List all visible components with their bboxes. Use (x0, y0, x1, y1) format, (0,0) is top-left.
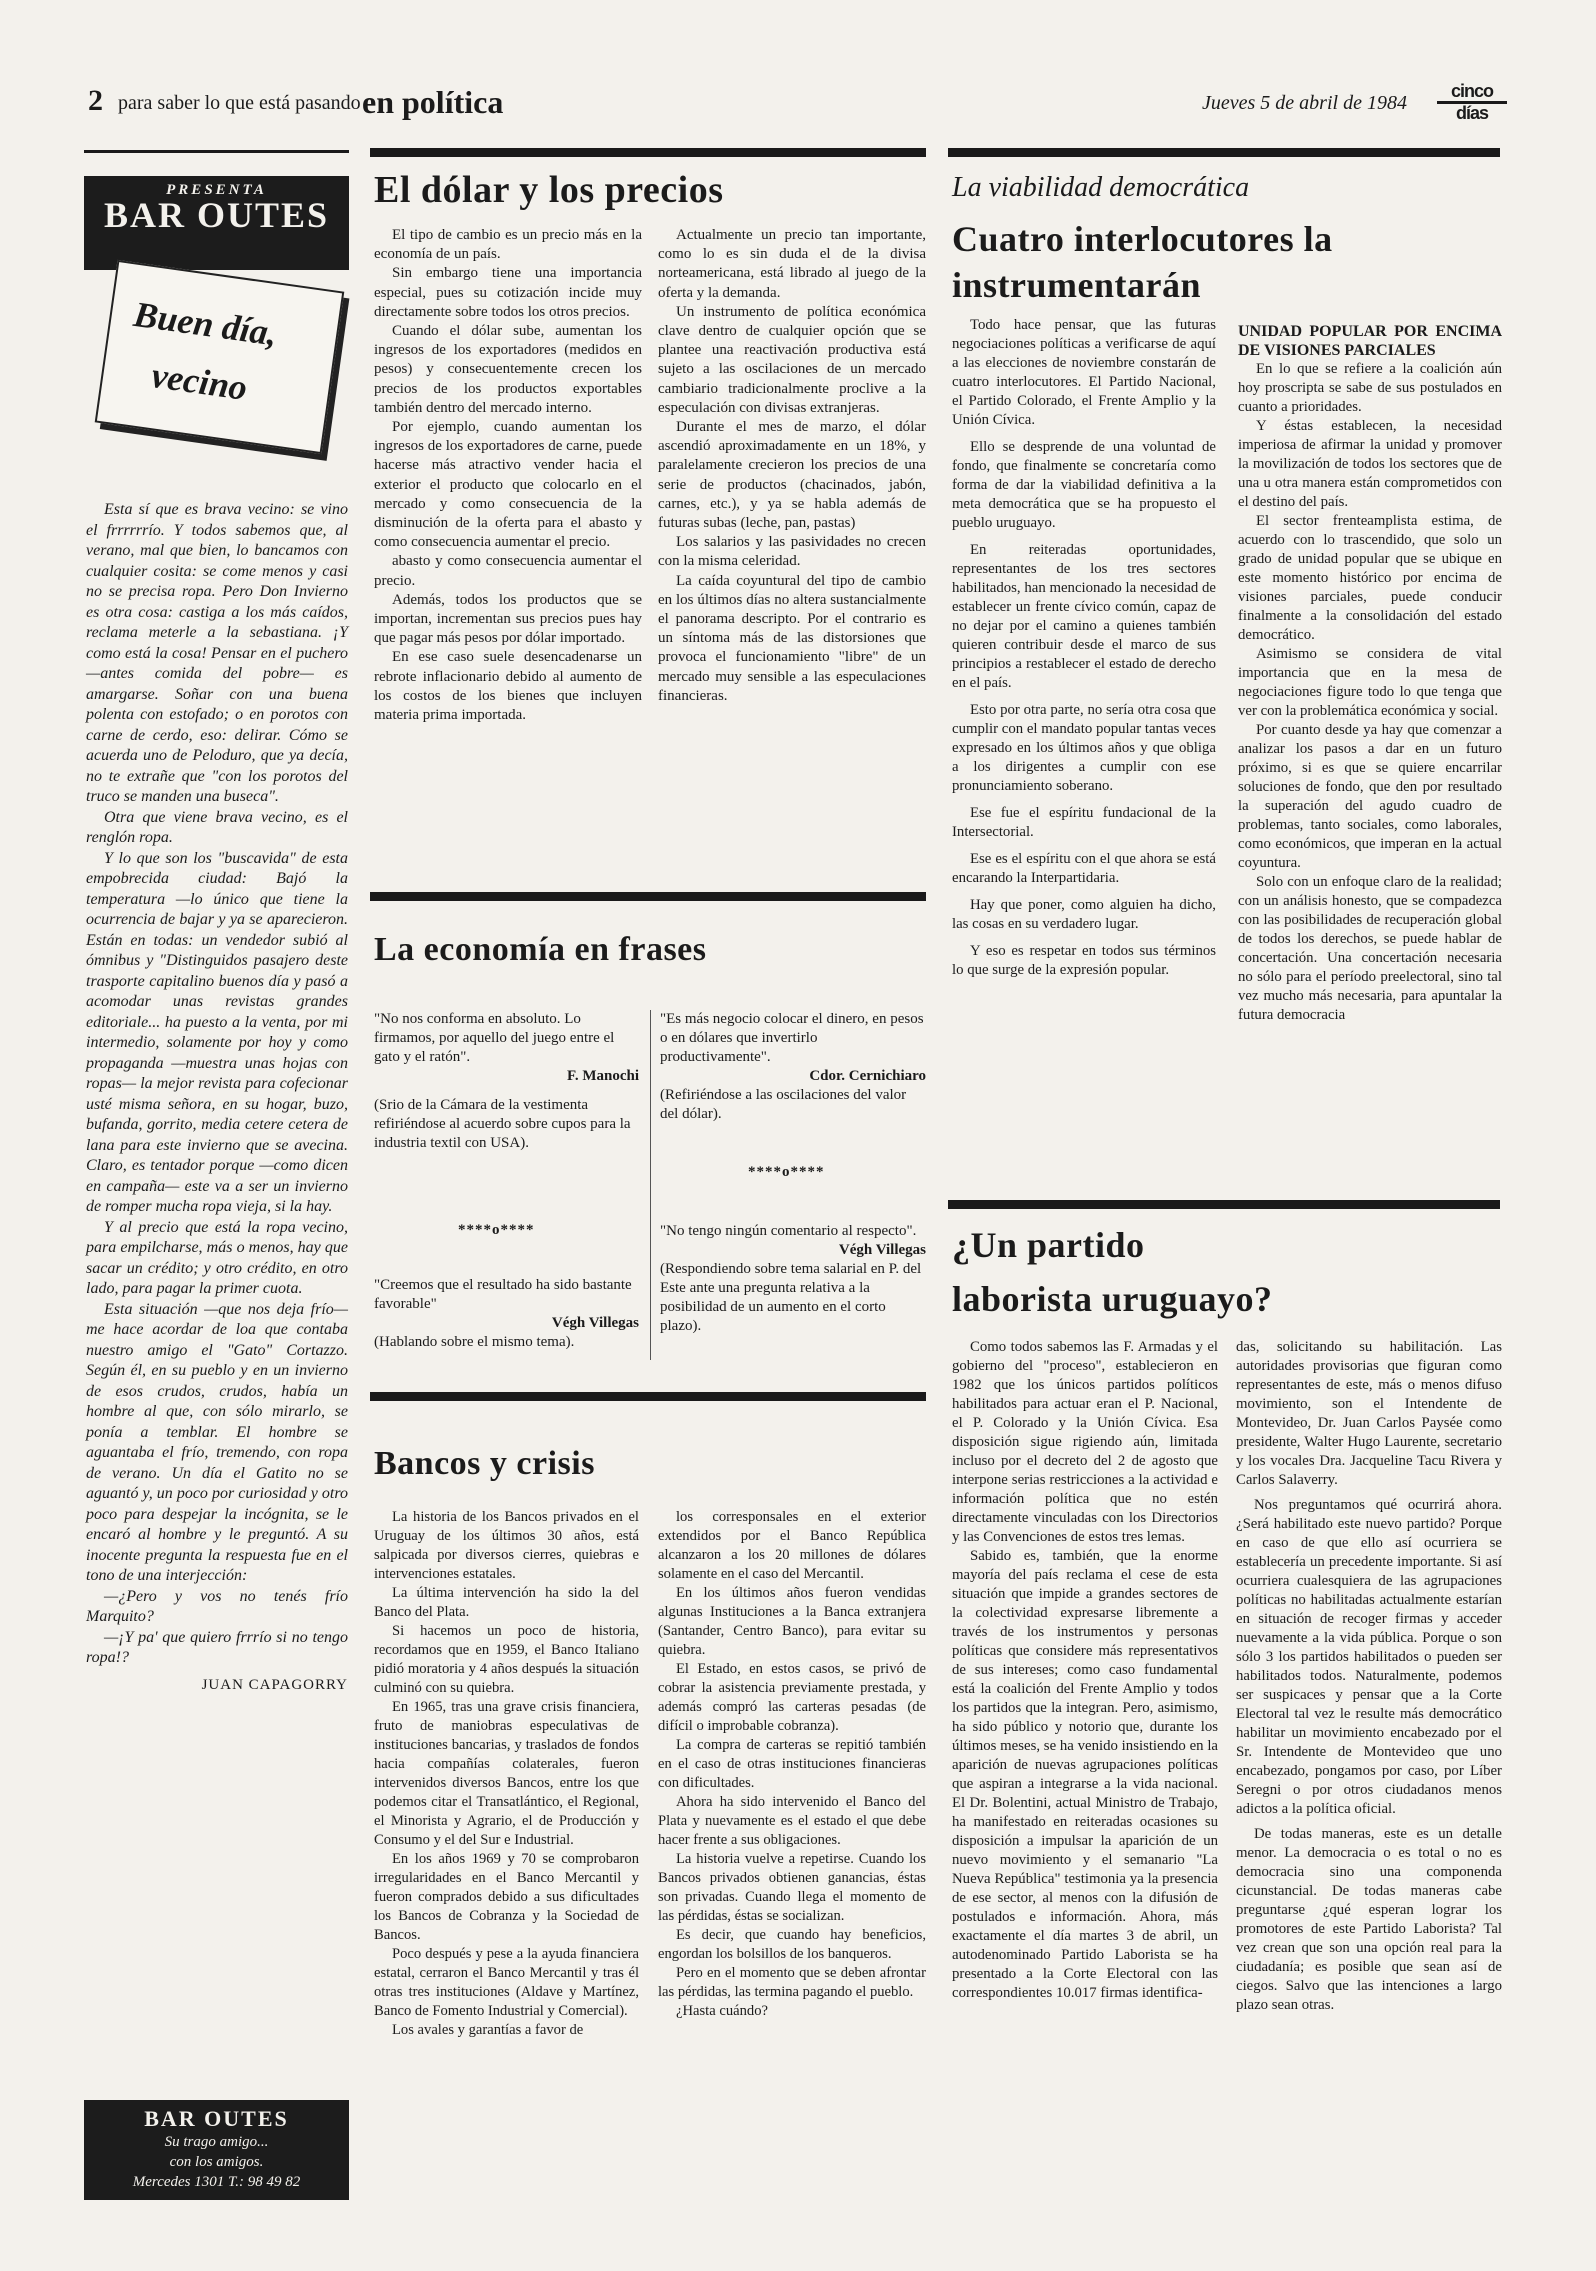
dolar-col-1 (374, 226, 642, 725)
separator-stars: ****o**** (458, 1222, 535, 1238)
bancos-paragraph: La historia vuelve a repetirse. Cuando los Bancos privados obtienen ganancias, éstas son privadas. Cuando llega el momento de las pérdidas, éstas se socializan. (658, 1851, 926, 1924)
dolar-paragraph: Actualmente un precio tan importante, como lo es sin duda el de la divisa norteamericana, está librado al juego de la oferta y la demanda. (658, 227, 926, 301)
laborista-paragraph: Nos preguntamos qué ocurrirá ahora. ¿Será habilitado este nuevo partido? Porque en caso de que ello así ocurriera se establecería un precedente importante. Si así ocurriera cualesquiera de las agrupaciones políticas no habilitadas actualmente estarían en situación de recoger firmas y acceder nuevamente a la vida pública. Porque o son sólo 3 los partidos habilitados o pueden ser habilitados todos. Naturalmente, podemos ser suspicaces y pensar que a la Corte Electoral tal vez le resulte más democrático habilitar un movimiento encabezado por el Sr. Intendente de Montevideo que uno encabezado, pongamos por caso, por Líber Seregni o por otros ciudadanos menos adictos a la política oficial. (1236, 1497, 1502, 1817)
quote-manochi (374, 1010, 639, 1153)
viabilidad-paragraph: Y eso es respetar en todos sus términos lo que surge de la expresión popular. (952, 943, 1216, 978)
viabilidad-col-1 (952, 316, 1216, 980)
bar-outes-name: BAR OUTES (103, 195, 330, 235)
laborista-paragraph: Como todos sabemos las F. Armadas y el gobierno del "proceso", establecieron en 1982 que los únicos partidos políticos habilitados para actuar eran el P. Nacional, el P. Colorado y la Unión Cívica. Esa disposición sigue rigiendo aún, limitada incluso por el decreto del 2 de agosto que interpone serias restricciones a la actividad e información política que no estén directamente vinculadas con los Directorios y las Convenciones de estos tres lemas. (952, 1339, 1218, 1545)
quote-author: Végh Villegas (838, 1242, 926, 1258)
dolar-col-2 (658, 226, 926, 706)
viabilidad-col-2 (1238, 322, 1502, 1025)
bancos-paragraph: Poco después y pese a la ayuda financiera estatal, cerraron el Banco Mercantil y tras él otras tres instituciones (Aldave y Martínez, Banco de Fomento Industrial y Comercial). (374, 1946, 639, 2019)
frases-divider (650, 1010, 651, 1360)
bancos-col-2 (658, 1508, 926, 2021)
quote-author: F. Manochi (567, 1068, 639, 1084)
dolar-paragraph: La caída coyuntural del tipo de cambio en los últimos días no altera sustancialmente el panorama descripto. Por el contrario es un síntoma más de las distorsiones que provoca el funcionamiento "libre" de un mercado muy sensible a las especulaciones financieras. (658, 572, 926, 704)
left-paragraph: —¡Y pa' que quiero frrrío si no tengo ropa!? (86, 1628, 348, 1666)
bancos-paragraph: Ahora ha sido intervenido el Banco del Plata y nuevamente es el estado el que debe hacer frente a sus obligaciones. (658, 1794, 926, 1848)
bancos-paragraph: La última intervención ha sido la del Banco del Plata. (374, 1585, 639, 1620)
bancos-paragraph: Es decir, que cuando hay beneficios, engordan los bolsillos de los banqueros. (658, 1927, 926, 1962)
viabilidad-paragraph: Ese es el espíritu con el que ahora se está encarando la Interpartidaria. (952, 851, 1216, 886)
bancos-paragraph: En los años 1969 y 70 se comprobaron irregularidades en el Banco Mercantil y fueron comprados debido a sus dificultades los Bancos de Cobranza y la Sociedad de Bancos. (374, 1851, 639, 1943)
presenta-label: PRESENTA (166, 182, 267, 198)
laborista-headline (952, 1218, 1273, 1326)
quote-note: (Hablando sobre el mismo tema). (374, 1334, 575, 1350)
viabilidad-paragraph: En lo que se refiere a la coalición aún hoy proscripta se sabe de sus postulados en cuanto a prioridades. (1238, 361, 1502, 415)
laborista-title-1: ¿Un partido (952, 1225, 1145, 1265)
viabilidad-paragraph: Todo hace pensar, que las futuras negociaciones políticas a verificarse de aquí a las elecciones de noviembre constarán de cuatro interlocutores. El Partido Nacional, el Partido Colorado, el Frente Amplio y la Unión Cívica. (952, 317, 1216, 428)
rule-left (84, 150, 349, 153)
laborista-paragraph: das, solicitando su habilitación. Las autoridades provisorias que figuran como representantes de este, más o menos difuso movimiento, son el Intendente de Montevideo, Dr. Juan Carlos Paysée como presidente, Walter Hugo Laurente, secretario y los vocales Dra. Jacqueline Tacu Rivera y Carlos Salaverry. (1236, 1339, 1502, 1488)
quote-cernichiaro (660, 1010, 926, 1124)
dolar-paragraph: Por ejemplo, cuando aumentan los ingresos de los exportadores de carne, puede hacerse más atractivo vender hacia el exterior el producto que colocarlo en el mercado y como consecuencia de la disminución de la oferta para el abasto y como consecuencia aumentar el precio. (374, 419, 642, 551)
separator-stars: ****o**** (748, 1164, 825, 1180)
viabilidad-paragraph: Y éstas establecen, la necesidad imperiosa de afirmar la unidad y promover la movilización de todos los sectores que de una u otra manera están comprometidos con el destino del país. (1238, 418, 1502, 510)
bar-outes-banner (84, 176, 349, 270)
card-title-1: Buen día, (131, 293, 280, 354)
buen-dia-column (86, 500, 348, 1695)
viabilidad-paragraph: En reiteradas oportunidades, representantes de los tres sectores habilitados, han mencionado la necesidad de establecer un frente cívico común, capaz de no dejar por el camino a quienes también quieren contribuir desde el marco de sus principios a restablecer el estado de derecho en el país. (952, 542, 1216, 691)
left-paragraph: Esta situación —que nos deja frío— me hace acordar de loa que contaba nuestro amigo el "Gato" Cortazzo. Según él, en su pueblo y en un invierno de esos crudos, crudos, había un hombre al que, con sólo mirarlo, se ponía a temblar. El hombre se aguantaba el frío, tremendo, con ropa de verano. Un día el Gatito no se aguantó y, un poco por curiosidad y otro poco para despejar la incógnita, se le encaró al hombre y le preguntó. A su inocente pregunta la respuesta fue en el tono de una interjección: (86, 1300, 348, 1584)
ad-line: con los amigos. (169, 2154, 264, 2170)
card-title-2: vecino (149, 354, 250, 408)
bancos-paragraph: Los avales y garantías a favor de (392, 2022, 584, 2038)
viabilidad-paragraph: Hay que poner, como alguien ha dicho, las cosas en su verdadero lugar. (952, 897, 1216, 932)
dolar-headline: El dólar y los precios (374, 169, 724, 211)
bancos-paragraph: La historia de los Bancos privados en el Uruguay de los últimos 30 años, está salpicada por diversos cierres, quiebras e intervenciones estatales. (374, 1509, 639, 1582)
page-header (82, 80, 1522, 128)
left-paragraph: Y lo que son los "buscavida" de esta empobrecida ciudad: Bajó la temperatura —lo único que tiene la ocurrencia de bajar y ya se aparecieron. Están en todas: un vendedor subió al ómnibus y "Distinguidos pasajero deste trasporte capitalino buenos día y pasó a acomodar unas revistas grandes editoriale... ha puesto a la venta, por mi intermedio, solamente por hoy y como propaganda —muestra unas hojas con ropas— la mejor revista para cofecionar usté misma señora, en su hogar, buzo, bufanda, gorrito, media cetere cetera de lana para este invierno que se avecina. Claro, es tentador porque —como dicen en campaña— este va a ser un invierno de romper mucha ropa vieja, si la hay. (86, 849, 348, 1215)
quote-note: (Refiriéndose a las oscilaciones del valor del dólar). (660, 1087, 907, 1122)
left-paragraph: Otra que viene brava vecino, es el renglón ropa. (86, 808, 348, 846)
viabilidad-paragraph: Por cuanto desde ya hay que comenzar a analizar los pasos a dar en un futuro próximo, si es que se quiere encarrilar soluciones de fondo, que den por resultado la superación del agudo cuadro de problemas, tanto sociales, como laborales, como económicos, que imperan en la actual coyuntura. (1238, 722, 1502, 871)
left-paragraph: —¿Pero y vos no tenés frío Marquito? (86, 1587, 348, 1625)
left-paragraph: Y al precio que está la ropa vecino, para empilcharse, más o menos, hay que sacar un crédito; y otro crédito, en otro lado, para pagar la primer cuota. (86, 1218, 348, 1297)
bancos-paragraph: En los últimos años fueron vendidas algunas Instituciones a la Banca extranjera (Santander, Centro Banco), para evitar su quiebra. (658, 1585, 926, 1658)
quote-author: Cdor. Cernichiaro (809, 1068, 926, 1084)
ad-address: Mercedes 1301 T.: 98 49 82 (132, 2174, 301, 2190)
laborista-col-1 (952, 1338, 1218, 2003)
logo-bottom: días (1437, 101, 1507, 123)
laborista-col-2 (1236, 1338, 1502, 2015)
laborista-title-2: laborista uruguayo? (952, 1279, 1273, 1319)
author-signature: JUAN CAPAGORRY (201, 1676, 348, 1693)
frases-headline: La economía en frases (374, 931, 707, 968)
left-paragraph: Esta sí que es brava vecino: se vino el frrrrrrío. Y todos sabemos que, al verano, mal que bien, lo bancamos con cualquier cosita: se come menos y casi no se precisa ropa. Pero Don Invierno es otra cosa: castiga a los más caídos, reclama meterle a la sebastiana. ¡Y como está la cosa! Pensar en el puchero —antes comida del pobre— es amargarse. Soñar con una buena polenta con estofado; o en porotos con carne de cerdo, eso: delirar. Cómo se acuerda uno de Peloduro, que ya decía, no te extrañe que "con los porotos del truco se manden una buseca". (86, 501, 348, 805)
page-number: 2 (88, 84, 103, 117)
dolar-paragraph: En ese caso suele desencadenarse un rebrote inflacionario debido al aumento de los costos de los bienes que incluyen materia prima importada. (374, 649, 642, 724)
rule-laborista (948, 1200, 1500, 1209)
bancos-paragraph: los corresponsales en el exterior extendidos por el Banco República alcanzaron a los 20 millones de dólares solamente en el caso del Mercantil. (658, 1509, 926, 1582)
quote-note: (Respondiendo sobre tema salarial en P. del Este ante una pregunta relativa a la posibilidad de un aumento en el corto plazo). (660, 1261, 922, 1334)
rule-dolar (370, 148, 926, 157)
viabilidad-paragraph: Esto por otra parte, no sería otra cosa que cumplir con el mandato popular tantas veces expresado en los últimos años y que obliga a los dirigentes a cumplir con ese pronunciamiento soberano. (952, 702, 1216, 794)
dolar-paragraph: Un instrumento de política económica clave dentro de cualquier opción que se plantee una reactivación productiva está sujeto a las oscilaciones de un mercado cambiario tradicionalmente proclive a la especulación con divisas extranjeras. (658, 303, 926, 416)
dolar-paragraph: Los salarios y las pasividades no crecen con la misma celeridad. (658, 534, 926, 570)
bancos-paragraph: ¿Hasta cuándo? (676, 2003, 768, 2019)
viabilidad-paragraph: Asimismo se considera de vital importancia que en la mesa de negociaciones figure todo lo que tenga que ver con la problemática económica y social. (1238, 646, 1502, 719)
rule-bancos (370, 1392, 926, 1401)
viabilidad-paragraph: Solo con un enfoque claro de la realidad; con un análisis honesto, que se compadezca con las posibilidades de recuperación global de todos los derechos, se puede hablar de concertación. Una concertación necesaria no sólo para el período preelectoral, sino tal vez mucho más necesaria, para apuntalar la futura democracia (1238, 874, 1502, 1023)
logo-top: cinco (1450, 81, 1493, 101)
bancos-paragraph: Pero en el momento que se deben afrontar las pérdidas, las termina pagando el pueblo. (658, 1965, 926, 2000)
rule-viabilidad (948, 148, 1500, 157)
bancos-headline: Bancos y crisis (374, 1445, 595, 1482)
unidad-popular-subhead: UNIDAD POPULAR POR ENCIMA DE VISIONES PARCIALES (1238, 323, 1502, 359)
quote-text: "Creemos que el resultado ha sido bastante favorable" (374, 1277, 632, 1312)
dolar-paragraph: Durante el mes de marzo, el dólar ascendió aproximadamente en un 18%, y paralelamente crecieron los precios de una serie de productos (chacinados, jabón, carnes, etc.), y ya se habla además de futuras subas (leche, pan, pastas) (658, 419, 926, 532)
viabilidad-paragraph: El sector frenteamplista estima, de acuerdo con lo trascendido, que solo un grado de unidad popular que se ubique en este momento histórico por encima de visiones parciales, puede conducir finalmente a la consolidación del estado democrático. (1238, 513, 1502, 643)
masthead-logo (1437, 82, 1507, 124)
viabilidad-paragraph: Ese fue el espíritu fundacional de la Intersectorial. (952, 805, 1216, 840)
quote-author: Végh Villegas (551, 1315, 639, 1331)
viabilidad-headline: Cuatro interlocutores la instrumentarán (952, 219, 1333, 305)
bancos-col-1 (374, 1508, 639, 2040)
bancos-paragraph: En 1965, tras una grave crisis financiera, fruto de maniobras especulativas de instituciones bancarias, y traslados de fondos hacia compañías colaterales, fueron intervenidos diversos Bancos, entre los que podemos citar el Transatlántico, el Regional, el Minorista y Agrario, el de Producción y Consumo y el del Sur e Industrial. (374, 1699, 639, 1848)
dolar-paragraph: El tipo de cambio es un precio más en la economía de un país. (374, 227, 642, 263)
bancos-paragraph: El Estado, en estos casos, se privó de cobrar la asistencia previamente prestada, y además compró las carteras pesadas (de difícil o improbable cobranza). (658, 1661, 926, 1734)
buen-dia-card (95, 260, 345, 454)
ad-line: Su trago amigo... (164, 2134, 269, 2150)
viabilidad-paragraph: Ello se desprende de una voluntad de fondo, que finalmente se concretaría como forma de dar la viabilidad definitiva a la meta democrática que se ha propuesto el pueblo uruguayo. (952, 439, 1216, 531)
quote-vegh-1 (374, 1276, 639, 1352)
quote-note: (Srio de la Cámara de la vestimenta refiriéndose al acuerdo sobre cupos para la industria textil con USA). (374, 1097, 631, 1151)
laborista-paragraph: De todas maneras, este es un detalle menor. La democracia o es total o no es democracia sino una componenda cicunstancial. De todas maneras cabe preguntarse ¿qué esperan lograr los promotores de este Partido Laborista? Tal vez crean que son una opción real para la ciudadanía; es posible que sean así de ciegos. Salvo que las intenciones a largo plazo sean otras. (1236, 1826, 1502, 2013)
section-title: en política (362, 84, 504, 120)
dolar-paragraph: Cuando el dólar sube, aumentan los ingresos de los exportadores (medidos en pesos) y consecuentemente crecen los precios de los productos exportables también dentro del mercado interno. (374, 323, 642, 416)
header-kicker: para saber lo que está pasando (118, 92, 361, 114)
quote-text: "Es más negocio colocar el dinero, en pesos o en dólares que invertirlo productivamente". (660, 1011, 924, 1065)
issue-date: Jueves 5 de abril de 1984 (1202, 92, 1407, 114)
laborista-paragraph: Sabido es, también, que la enorme mayoría del país reclama el cese de esta situación que impide a grandes sectores de la colectividad expresarse libremente a través de los instrumentos y personas políticas que considere más representativos de sus intereses; como caso fundamental está la coalición del Frente Amplio y todos los partidos que la integran. Pero, asimismo, ha sido público y notorio que, durante los últimos meses, se ha venido insistiendo en la aparición de nuevas agrupaciones políticas que aspiran a integrarse a la vida nacional. El Dr. Bolentini, actual Ministro de Trabajo, ha manifestado en reiteradas ocasiones su disposición a impulsar la aparición de un nuevo movimiento y el semanario "La Nueva República" testimonia ya la presencia de ese sector, al menos con la difusión de postulados e información. Ahora, más exactamente el día martes 3 de abril, un autodenominado Partido Laborista se ha presentado a la Corte Electoral con las correspondientes 10.017 firmas identifica- (952, 1548, 1218, 2001)
quote-text: "No tengo ningún comentario al respecto". (660, 1223, 917, 1239)
dolar-paragraph: Además, todos los productos que se importan, incrementan sus precios pues hay que pagar más pesos por dólar importado. (374, 591, 642, 647)
quote-text: "No nos conforma en absoluto. Lo firmamos, por aquello del juego entre el gato y el ratón". (374, 1011, 615, 1065)
dolar-paragraph: abasto y como consecuencia aumentar el precio. (374, 553, 642, 589)
rule-frases (370, 892, 926, 901)
bar-outes-ad (84, 2100, 349, 2200)
bancos-paragraph: Si hacemos un poco de historia, recordamos que en 1959, el Banco Italiano pidió moratoria y 4 años después la situación culminó con su quiebra. (374, 1623, 639, 1696)
ad-name: BAR OUTES (144, 2106, 289, 2131)
quote-vegh-2 (660, 1222, 926, 1336)
dolar-paragraph: Sin embargo tiene una importancia especial, pues su cotización incide muy directamente sobre todos los otros precios. (374, 265, 642, 320)
bancos-paragraph: La compra de carteras se repitió también en el caso de otras instituciones financieras con dificultades. (658, 1737, 926, 1791)
viabilidad-kicker: La viabilidad democrática (952, 172, 1250, 203)
